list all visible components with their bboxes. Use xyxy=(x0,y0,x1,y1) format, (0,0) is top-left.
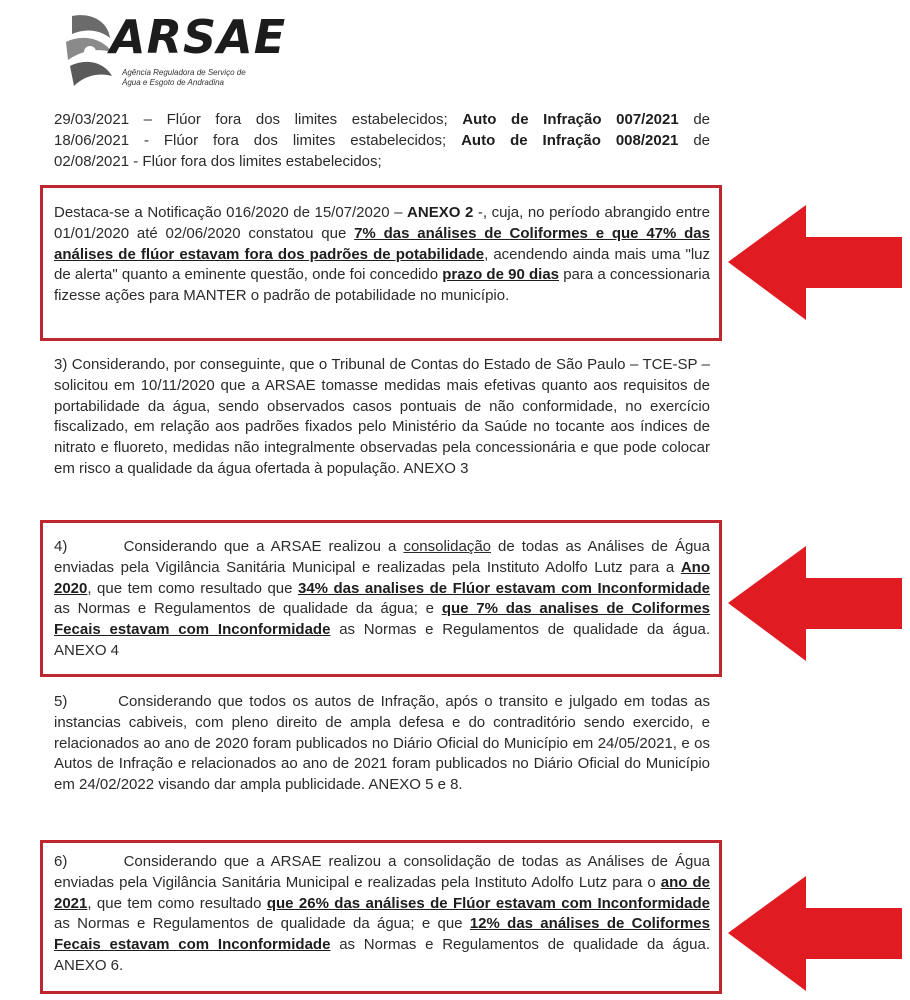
arrow-left-icon xyxy=(728,546,904,661)
p4-ano-2020: Ano 2020 xyxy=(54,558,710,597)
paragraph-4 xyxy=(54,537,710,662)
notificacao-text-4: para a concessionaria fizesse ações para MANTER o padrão de potabilidade no município. xyxy=(54,266,710,305)
p6-text-3: as Normas e Regulamentos de qualidade da água; e que xyxy=(54,915,470,933)
p4-text-1: 4) Considerando que a ARSAE realizou a xyxy=(54,538,404,555)
paragraph-3-text: 3) Considerando, por conseguinte, que o Tribunal de Contas do Estado de São Paulo – TCE-SP – solicitou em 10/11/2020 que a ARSAE tomasse medidas mais efetivas quanto aos requisitos de portabilidade da água, sendo observados casos pontuais de não conformidade, no exercício fiscalizado, em relação aos padrões fixados pelo Ministério da Saúde no tocante aos índices de nitrato e fluoreto, medidas não integralmente observadas pela concessionária e que pode colocar em risco a qualidade da água ofertada à população. ANEXO 3 xyxy=(54,356,710,477)
auto-infracao-007: Auto de Infração 007/2021 xyxy=(462,111,679,128)
intro-line-2-text: 18/06/2021 - Flúor fora dos limites estabelecidos; xyxy=(54,131,447,149)
p4-consolidacao: consolidação xyxy=(403,538,491,555)
p6-text-1: 6) Considerando que a ARSAE realizou a consolidação de todas as Análises de Água enviadas pela Vigilância Sanitária Municipal e realizadas pela Instituto Adolfo Lutz para o xyxy=(54,853,715,891)
paragraph-5-text: 5) Considerando que todos os autos de Infração, após o transito e julgado em todas as instancias cabiveis, com pleno direito de ampla defesa e do contraditório sendo exercido, e relacionados ao ano de 2020 foram publicados no Diário Oficial do Município em 24/05/2021, e os Autos de Infração e relacionados ao ano de 2021 foram publicados no Diário Oficial do Município em 24/02/2022 visando dar ampla publicidade. ANEXO 5 e 8. xyxy=(54,693,715,794)
notificacao-text-1: Destaca-se a Notificação 016/2020 de 15/07/2020 – xyxy=(54,204,408,221)
anexo-2: ANEXO 2 xyxy=(407,204,474,221)
p6-coliformes-12: 12% das análises de Coliformes Fecais estavam com Inconformidade xyxy=(54,915,710,954)
intro-line-3: 02/08/2021 - Flúor fora dos limites estabelecidos; xyxy=(54,152,382,170)
logo-subtitle: Agência Reguladora de Serviço de Água e Esgoto de Andradina xyxy=(122,68,246,87)
arrow-left-icon xyxy=(728,205,904,320)
arrow-left-icon xyxy=(728,876,904,991)
p4-text-3: , que tem como resultado que xyxy=(87,579,298,597)
p6-fluor-26: que 26% das análises de Flúor estavam com Inconformidade xyxy=(266,894,710,912)
p6-text-2: , que tem como resultado xyxy=(87,894,267,912)
p4-coliformes-7: que 7% das analises de Coliformes Fecais estavam com Inconformidade xyxy=(54,600,711,639)
auto-infracao-008: Auto de Infração 008/2021 xyxy=(461,131,679,149)
intro-lines xyxy=(54,110,710,172)
intro-line-2-end: de xyxy=(693,131,711,149)
notificacao-text-2: -, cuja, no período abrangido entre 01/01/2020 até 02/06/2020 constatou que xyxy=(54,204,710,242)
paragraph-3 xyxy=(54,355,710,480)
arsae-logo xyxy=(62,8,287,94)
p4-text-4: as Normas e Regulamentos de qualidade da água; e xyxy=(54,600,442,618)
intro-line-1-text: 29/03/2021 – Flúor fora dos limites estabelecidos; xyxy=(54,111,448,128)
intro-line-1-end: de xyxy=(693,111,710,128)
paragraph-6 xyxy=(54,852,715,977)
p4-fluor-34: 34% das analises de Flúor estavam com Inconformidade xyxy=(298,579,710,597)
p4-text-2: de todas as Análises de Água enviadas pela Vigilância Sanitária Municipal e realizadas pela Instituto Adolfo Lutz para a xyxy=(54,538,710,576)
notificacao-prazo: prazo de 90 dias xyxy=(442,266,560,284)
logo-text: ARSAE xyxy=(110,10,287,64)
paragraph-notificacao xyxy=(54,203,710,307)
paragraph-5 xyxy=(54,692,715,796)
p6-text-4: as Normas e Regulamentos de qualidade da água. ANEXO 6. xyxy=(54,936,710,974)
p4-text-5: as Normas e Regulamentos de qualidade da água. ANEXO 4 xyxy=(54,621,710,659)
p6-ano-2021: ano de 2021 xyxy=(54,873,711,912)
notificacao-text-3: , acendendo ainda mais uma "luz de alerta" quanto a eminente questão, onde foi concedido xyxy=(54,245,711,284)
notificacao-highlight-percent: 7% das análises de Coliformes e que 47% das análises de flúor estavam fora dos padrões de potabilidade xyxy=(54,224,710,263)
